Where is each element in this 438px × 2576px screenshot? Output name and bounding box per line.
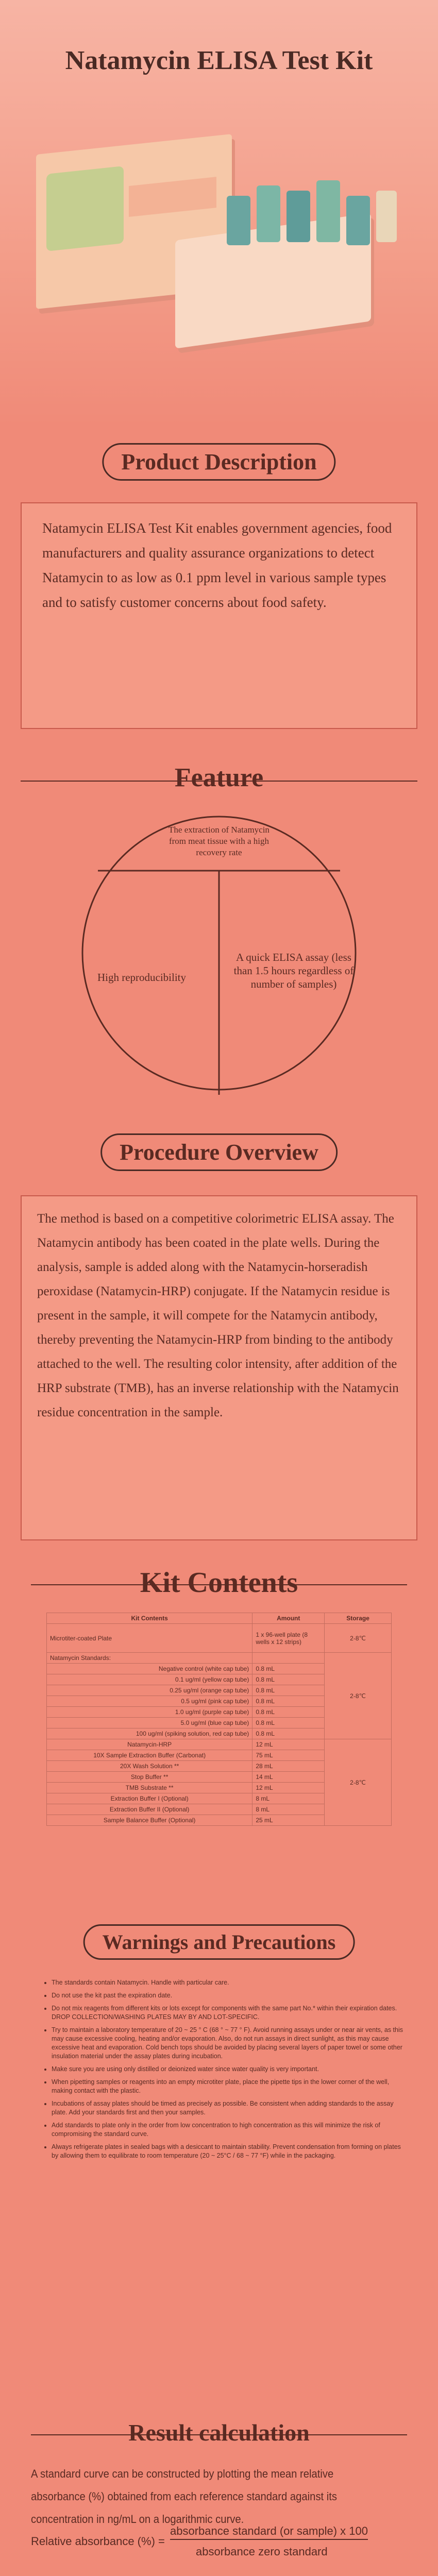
- kit-header-amount: Amount: [252, 1613, 325, 1624]
- kit-standard-name: 0.1 ug/ml (yellow cap tube): [47, 1674, 252, 1685]
- kit-plate-name: Microtiter-coated Plate: [47, 1624, 252, 1653]
- kit-reagent-name: Extraction Buffer I (Optional): [47, 1793, 252, 1804]
- feature-left: High reproducibility: [97, 971, 187, 984]
- kit-contents-heading: Kit Contents: [140, 1567, 298, 1599]
- list-item: • Do not use the kit past the expiration date.: [52, 1991, 407, 2000]
- header-photo: [0, 0, 438, 428]
- kit-reagent-amount: 12 mL: [252, 1783, 325, 1793]
- procedure-text: The method is based on a competitive colorimetric ELISA assay. The Natamycin antibody has been coated in the plate wells. During the analysis, sample is added along with the Natamycin-horseradish peroxidase (Natamycin-HRP) conjugate. If the Natamycin residue is present in the sample, it will compete for the Natamycin antibody, thereby preventing the Natamycin-HRP from binding to the antibody attached to the well. The resulting color intensity, after addition of the HRP substrate (TMB), has an inverse relationship with the Natamycin residue concentration in the sample.: [21, 1195, 417, 1540]
- kit-standard-name: 0.5 ug/ml (pink cap tube): [47, 1696, 252, 1707]
- kit-plate-amount: 1 x 96-well plate (8 wells x 12 strips): [252, 1624, 325, 1653]
- formula-numerator: absorbance standard (or sample) x 100: [170, 2524, 368, 2540]
- list-item: • The standards contain Natamycin. Handle with particular care.: [52, 1978, 407, 1987]
- feature-heading: Feature: [174, 763, 264, 792]
- kit-standard-amount: 0.8 mL: [252, 1696, 325, 1707]
- kit-reagent-name: Natamycin-HRP: [47, 1739, 252, 1750]
- kit-standard-amount: 0.8 mL: [252, 1674, 325, 1685]
- product-description-text: Natamycin ELISA Test Kit enables government agencies, food manufacturers and quality assurance organizations to detect Natamycin to as low as 0.1 ppm level in various sample types and to satisfy customer concerns about food safety.: [21, 502, 417, 729]
- kit-table-header: [47, 1613, 392, 1624]
- kit-reagent-amount: 12 mL: [252, 1739, 325, 1750]
- list-item: • Always refrigerate plates in sealed bags with a desiccant to maintain stability. Prevent condensation from forming on plates by allowing them to equilibrate to room temperature (20 ~ 25°C / 68 ~ 77 °F) while in the packaging.: [52, 2143, 407, 2160]
- kit-standard-amount: 0.8 mL: [252, 1707, 325, 1718]
- kit-reagent-name: 20X Wash Solution **: [47, 1761, 252, 1772]
- kit-reagent-name: 10X Sample Extraction Buffer (Carbonat): [47, 1750, 252, 1761]
- procedure-heading: Procedure Overview: [100, 1133, 338, 1171]
- kit-standards-storage: 2-8℃: [325, 1653, 392, 1739]
- kit-contents-table: [46, 1613, 392, 1826]
- product-description-heading: Product Description: [102, 443, 335, 481]
- table-row: [47, 1624, 392, 1653]
- list-item: • When pipetting samples or reagents into an empty microtiter plate, place the pipette tips in the lower corner of the well, making contact with the plastic.: [52, 2078, 407, 2095]
- table-row: [47, 1739, 392, 1750]
- warnings-list: [31, 1978, 407, 2164]
- kit-reagent-amount: 75 mL: [252, 1750, 325, 1761]
- formula-label: Relative absorbance (%) =: [31, 2535, 165, 2548]
- kit-standard-name: 1.0 ug/ml (purple cap tube): [47, 1707, 252, 1718]
- kit-reagent-name: TMB Substrate **: [47, 1783, 252, 1793]
- kit-standard-name: 100 ug/ml (spiking solution, red cap tube): [47, 1728, 252, 1739]
- formula-denominator: absorbance zero standard: [196, 2545, 328, 2558]
- list-item: • Add standards to plate only in the order from low concentration to high concentration as this will minimize the risk of compromising the standard curve.: [52, 2121, 407, 2139]
- kit-plate-storage: 2-8℃: [325, 1624, 392, 1653]
- kit-standard-name: Negative control (white cap tube): [47, 1664, 252, 1674]
- kit-standard-amount: 0.8 mL: [252, 1685, 325, 1696]
- table-row: [47, 1653, 392, 1664]
- kit-standard-name: 5.0 ug/ml (blue cap tube): [47, 1718, 252, 1728]
- kit-reagent-amount: 8 mL: [252, 1793, 325, 1804]
- kit-standard-amount: 0.8 mL: [252, 1728, 325, 1739]
- kit-standard-name: 0.25 ug/ml (orange cap tube): [47, 1685, 252, 1696]
- page-title: Natamycin ELISA Test Kit: [65, 46, 373, 75]
- kit-reagent-amount: 28 mL: [252, 1761, 325, 1772]
- kit-reagent-amount: 14 mL: [252, 1772, 325, 1783]
- result-heading: Result calculation: [128, 2419, 310, 2446]
- kit-reagent-amount: 25 mL: [252, 1815, 325, 1826]
- kit-reagent-amount: 8 mL: [252, 1804, 325, 1815]
- warnings-heading: Warnings and Precautions: [83, 1924, 355, 1960]
- kit-standard-amount: 0.8 mL: [252, 1664, 325, 1674]
- kit-header-storage: Storage: [325, 1613, 392, 1624]
- result-text: A standard curve can be constructed by plotting the mean relative absorbance (%) obtained from each reference standard against its concentration in ng/mL on a logarithmic curve.: [31, 2467, 338, 2526]
- list-item: • Make sure you are using only distilled or deionized water since water quality is very important.: [52, 2065, 407, 2074]
- reagent-bottles: [227, 175, 412, 258]
- feature-right: A quick ELISA assay (less than 1.5 hours regardless of number of samples): [233, 951, 354, 990]
- kit-reagent-name: Extraction Buffer II (Optional): [47, 1804, 252, 1815]
- kit-reagent-name: Sample Balance Buffer (Optional): [47, 1815, 252, 1826]
- feature-top: The extraction of Natamycin from meat tissue with a high recovery rate: [169, 825, 269, 857]
- kit-reagent-name: Stop Buffer **: [47, 1772, 252, 1783]
- kit-reagents-storage: 2-8℃: [325, 1739, 392, 1826]
- list-item: • Try to maintain a laboratory temperature of 20 ~ 25 ° C (68 ° ~ 77 ° F). Avoid running assays under or near air vents, as this may cause excessive cooling, heating and/or evaporation. Also, do not run assays in direct sunlight, as this may cause excessive heat and evaporation. Cold bench tops should be avoided by placing several layers of paper towel or some other insulation material under the assay plates during incubation.: [52, 2026, 407, 2061]
- list-item: • Incubations of assay plates should be timed as precisely as possible. Be consistent when adding standards to the assay plate. Add your standards first and then your samples.: [52, 2099, 407, 2117]
- kit-header-contents: Kit Contents: [47, 1613, 252, 1624]
- kit-standards-title: Natamycin Standards:: [47, 1653, 252, 1664]
- list-item: • Do not mix reagents from different kits or lots except for components with the same part No.* within their expiration dates. DROP COLLECTION/WASHING PLATES MAY BY AND LOT-SPECIFIC.: [52, 2004, 407, 2022]
- kit-standard-amount: 0.8 mL: [252, 1718, 325, 1728]
